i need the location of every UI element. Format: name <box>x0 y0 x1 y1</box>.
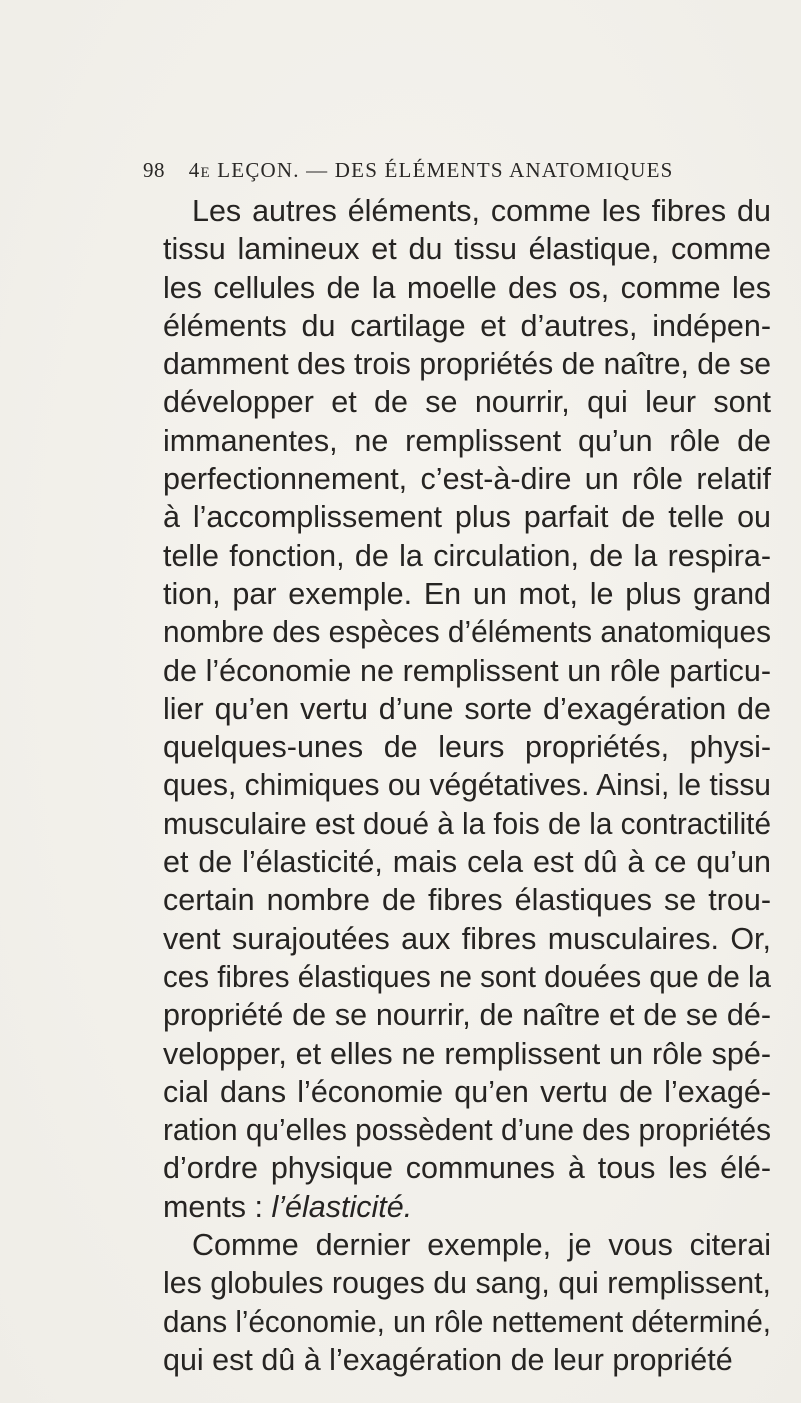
italic-term: l’élasticité. <box>271 1189 413 1224</box>
text-line-last <box>163 1188 771 1226</box>
text-line: Comme dernier exemple, je vous citerai <box>192 1228 771 1263</box>
text-line: propriété de se nourrir, de naître et de se dé- <box>163 998 771 1033</box>
text-line: ration qu’elles possèdent d’une des propriétés <box>163 1113 772 1148</box>
text-line: dans l’économie, un rôle nettement déterminé, <box>163 1304 771 1339</box>
text-line: telle fonction, de la circulation, de la respira- <box>163 538 771 573</box>
text-line: tion, par exemple. En un mot, le plus grand <box>163 576 771 611</box>
text-line: tissu lamineux et du tissu élastique, comme <box>163 232 771 267</box>
text-line: d’ordre physique communes à tous les élé- <box>163 1151 771 1186</box>
text-line: ques, chimiques ou végétatives. Ainsi, le tissu <box>163 768 771 803</box>
text-line: qui est dû à l’exagération de leur propriété <box>163 1342 733 1377</box>
text-line: immanentes, ne remplissent qu’un rôle de <box>163 423 771 458</box>
text-line: vent surajoutées aux fibres musculaires. Or, <box>163 921 771 956</box>
text-line: musculaire est doué à la fois de la contractilité <box>163 806 771 841</box>
text-line: éléments du cartilage et d’autres, indépen- <box>163 308 771 343</box>
text-line: nombre des espèces d’éléments anatomiques <box>163 615 771 650</box>
body-text <box>163 192 771 1379</box>
text-line: certain nombre de fibres élastiques se trou- <box>163 883 771 918</box>
running-header <box>143 158 763 188</box>
text-line: ces fibres élastiques ne sont douées que de la <box>163 959 771 994</box>
text-line: à l’accomplissement plus parfait de telle ou <box>163 500 771 535</box>
header-title: 4e LEÇON. — DES ÉLÉMENTS ANATOMIQUES <box>188 158 674 182</box>
text-line: quelques-unes de leurs propriétés, physi- <box>163 730 771 765</box>
text-line: de l’économie ne remplissent un rôle particu- <box>163 653 771 688</box>
text-line: et de l’élasticité, mais cela est dû à ce qu’un <box>163 845 771 880</box>
text-line: les globules rouges du sang, qui remplissent, <box>163 1266 771 1301</box>
text-line: les cellules de la moelle des os, comme les <box>163 270 771 305</box>
text-line: Les autres éléments, comme les fibres du <box>192 194 771 228</box>
text-line: perfectionnement, c’est-à-dire un rôle relatif <box>163 462 771 497</box>
text-line: développer et de se nourrir, qui leur sont <box>163 385 771 420</box>
paragraph-1 <box>163 192 771 1226</box>
text-line: damment des trois propriétés de naître, de se <box>163 347 772 382</box>
text-line: velopper, et elles ne remplissent un rôle spé- <box>163 1036 771 1071</box>
text-line: lier qu’en vertu d’une sorte d’exagération de <box>163 691 771 726</box>
page-number: 98 <box>143 158 165 182</box>
paragraph-2 <box>163 1226 771 1379</box>
text-fragment: ments : <box>163 1189 272 1224</box>
text-line: cial dans l’économie qu’en vertu de l’exagé- <box>163 1074 771 1109</box>
